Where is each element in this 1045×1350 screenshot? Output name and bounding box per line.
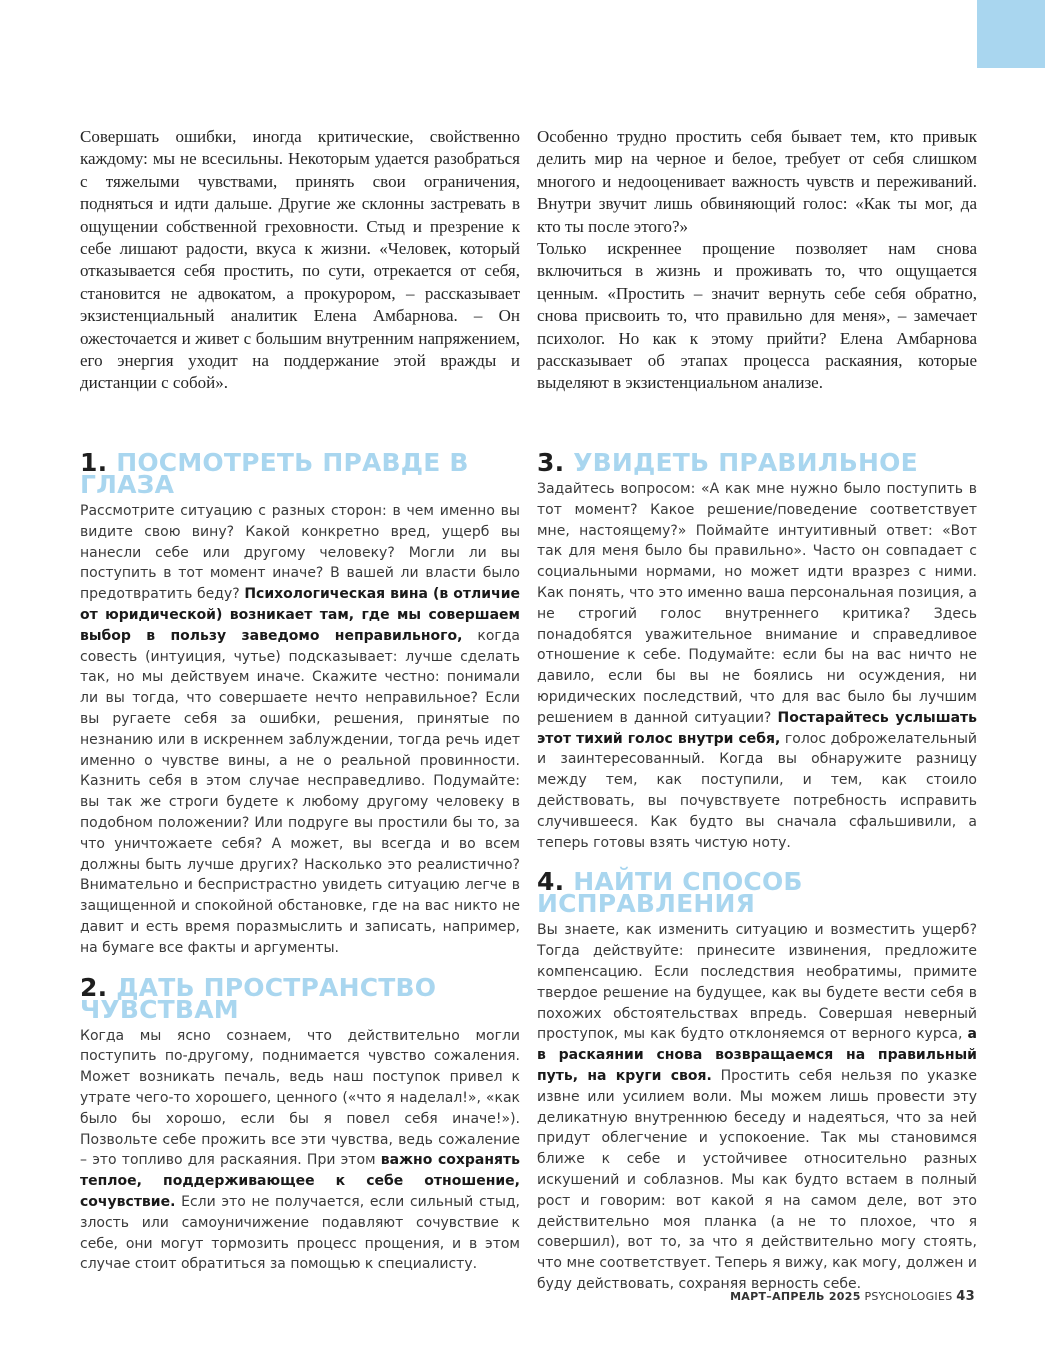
step-section-1 bbox=[80, 448, 521, 959]
step-text: Простить себя нельзя по указке извне или усилием воли. Мы можем лишь провести эту деликатную внутреннюю беседу и надеяться, что за ней придут облегчение и успокоение. Так мы становимся ближе к себе и устойчивее относительно разных искушений и соблазнов. Мы как будто встаем в полный рост и говорим: вот какой я на самом деле, вот это действительно моя планка (а не то плохое, что я совершил), вот то, за что я действительно могу стоять, что мне соответствует. Теперь я вижу, как могу, должен и буду действовать, сохраняя верность себе. bbox=[537, 1067, 977, 1292]
step-section-2 bbox=[80, 972, 520, 1276]
step-heading bbox=[80, 448, 520, 499]
step-number: 3. bbox=[537, 448, 565, 477]
intro-paragraph: Особенно трудно простить себя бывает тем, кто привык делить мир на черное и белое, требует от себя слишком многого и недооценивает важность чувств и переживаний. Внутри звучит лишь обвиняющий голос: «Как ты мог, да кто ты после этого?» bbox=[537, 127, 977, 236]
step-section-4 bbox=[537, 867, 977, 1294]
step-text: когда совесть (интуиция, чутье) подсказывает: лучше сделать так, но мы действуем иначе. Скажите честно: понимали ли вы тогда, что совершаете нечто неправильное? Если вы ругаете себя за ошибки, решения, принятые по незнанию или в искреннем заблуждении, тогда речь идет именно о чувстве вины, а не о реальной провинности. Казнить себя в этом случае несправедливо. Подумайте: вы так же строги будете к любому другому человеку в подобном положении? Или подруге вы простили бы то, за что уничтожаете себя? А может, вы всегда и во всем должны быть лучше других? Насколько это реалистично? Внимательно и беспристрастно увидеть ситуацию легче в защищенной и спокойной обстановке, где на вас никто не давит и есть время поразмыслить и записать, например, на бумаге все факты и аргументы. bbox=[80, 627, 521, 956]
step-heading bbox=[537, 448, 977, 477]
step-text: Когда мы ясно сознаем, что действительно могли поступить по-другому, поднимается чувство сожаления. Может возникать печаль, ведь наш поступок привел к утрате чего-то хорошего, ценного («что я наделал!», «как было бы хорошо, если бы я повел себя иначе!»). Позвольте себе прожить все эти чувства, ведь сожаление – это топливо для раскаяния. При этом bbox=[80, 1027, 520, 1169]
step-body bbox=[537, 920, 977, 1294]
step-body bbox=[80, 1026, 520, 1276]
step-text: Задайтесь вопросом: «А как мне нужно было поступить в тот момент? Какое решение/поведение соответствует мне, настоящему?» Поймайте интуитивный ответ: «Вот так для меня было бы правильно». Часто он совпадает с социальными нормами, но может идти вразрез с ними. Как понять, что это именно ваша персональная позиция, а не строгий голос внутреннего критика? Здесь понадобятся уважительное внимание и справедливое отношение к себе. Подумайте: если бы на вас ничто не давило, если бы вы не боялись ни осуждения, ни юридических последствий, что для вас было бы лучшим решением в данной ситуации? bbox=[537, 481, 977, 726]
intro-right-column bbox=[537, 126, 977, 395]
corner-color-tab bbox=[977, 0, 1045, 68]
step-highlight: важно сохранять теплое, поддерживающее к себе отношение, сочувствие. bbox=[80, 1152, 520, 1210]
page-footer bbox=[730, 1289, 975, 1304]
step-title: НАЙТИ СПОСОБ ИСПРАВЛЕНИЯ bbox=[537, 867, 803, 919]
issue-date: МАРТ–АПРЕЛЬ 2025 bbox=[730, 1290, 861, 1303]
step-highlight: Психологическая вина (в отличие от юридической) возникает там, где мы совершаем выбор в пользу заведомо неправильного, bbox=[80, 586, 520, 644]
steps-left-column bbox=[80, 448, 521, 1293]
step-highlight: а в раскаянии снова возвращаемся на правильный путь, на круги своя. bbox=[537, 1026, 977, 1084]
step-title: УВИДЕТЬ ПРАВИЛЬНОЕ bbox=[573, 448, 918, 477]
step-body bbox=[80, 501, 520, 959]
step-heading bbox=[537, 867, 977, 919]
step-section-3 bbox=[537, 448, 977, 853]
step-title: ДАТЬ ПРОСТРАНСТВО ЧУВСТВАМ bbox=[80, 972, 437, 1024]
intro-paragraph: Совершать ошибки, иногда критические, свойственно каждому: мы не всесильны. Некоторым удается разобраться с тяжелыми чувствами, принять свои ограничения, подняться и идти дальше. Другие же склонны застревать в ощущении собственной греховности. Стыд и презрение к себе лишают радости, вкуса к жизни. «Человек, который отказывается себя простить, по сути, отрекается от себя, становится не адвокатом, а прокурором, – рассказывает экзистенциальный аналитик Елена Амбарнова. – Он ожесточается и живет с большим внутренним напряжением, его энергия уходит на поддержание этой вражды и дистанции с собой». bbox=[80, 127, 520, 393]
step-number: 1. bbox=[80, 448, 108, 477]
step-number: 2. bbox=[80, 972, 108, 1002]
step-title: ПОСМОТРЕТЬ ПРАВДЕ В ГЛАЗА bbox=[80, 448, 469, 499]
step-number: 4. bbox=[537, 867, 565, 897]
step-text: Вы знаете, как изменить ситуацию и возместить ущерб? Тогда действуйте: принесите извинения, предложите компенсацию. Если последствия необратимы, примите твердое решение на будущее, как вы будете вести себя в похожих обстоятельствах впредь. Совершая неверный проступок, мы как будто отклоняемся от верного курса, bbox=[537, 922, 977, 1043]
step-heading bbox=[80, 972, 520, 1024]
magazine-name: PSYCHOLOGIES bbox=[864, 1290, 953, 1303]
intro-left-column bbox=[80, 126, 520, 395]
step-text: Рассмотрите ситуацию с разных сторон: в чем именно вы видите свою вину? Какой конкретно вред, ущерб вы нанесли себе или другому человеку? Могли ли вы поступить в тот момент иначе? В вашей ли власти было предотвратить беду? bbox=[80, 503, 520, 603]
steps-right-column bbox=[537, 448, 977, 1313]
step-text: голос доброжелательный и заинтересованный. Когда вы обнаружите разницу между тем, как поступили, и тем, как стоило действовать, вы почувствуете потребность исправить случившееся. Как будто вы сначала сфальшивили, а теперь готовы взять чистую ноту. bbox=[537, 730, 977, 851]
intro-paragraph: Только искреннее прощение позволяет нам снова включиться в жизнь и проживать то, что ощущается ценным. «Простить – значит вернуть себе себя обратно, снова присвоить то, что правильно для меня», – замечает психолог. Но как к этому прийти? Елена Амбарнова рассказывает об этапах процесса раскаяния, которые выделяют в экзистенциальном анализе. bbox=[537, 239, 977, 393]
step-text: Если это не получается, если сильный стыд, злость или самоуничижение подавляют сочувствие к себе, они могут тормозить процесс прощения, и в этом случае стоит обратиться за помощью к специалисту. bbox=[80, 1193, 520, 1273]
step-highlight: Постарайтесь услышать этот тихий голос внутри себя, bbox=[537, 709, 977, 747]
step-body bbox=[537, 479, 977, 853]
page-number: 43 bbox=[956, 1289, 975, 1304]
